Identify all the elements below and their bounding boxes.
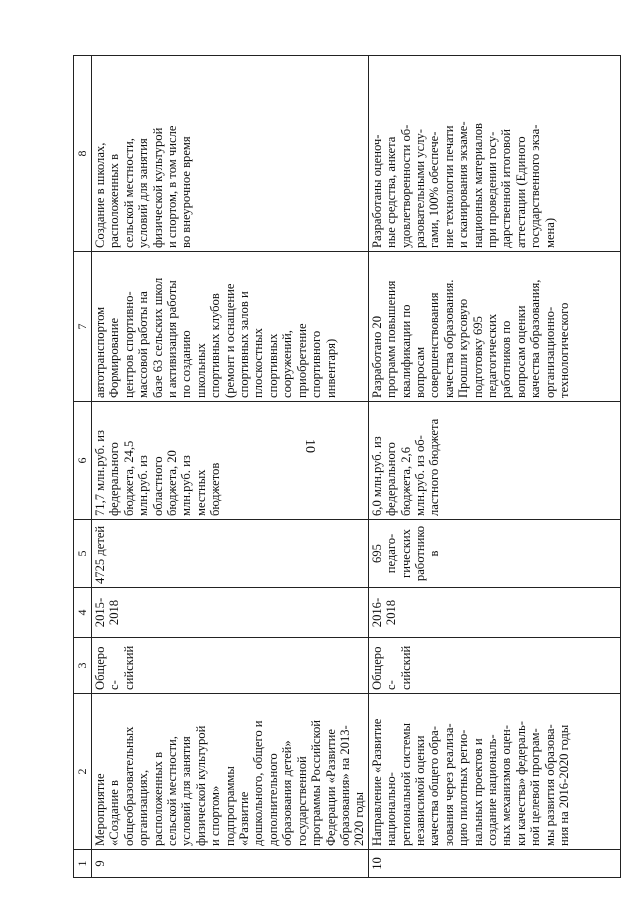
measure-results: Разработано 20 программ повышения квалификации по вопросам совершенствования качества образования. Прошли курсовую подготовку 695 педагогических работников по вопросам оценки качества образования, организационно- технологического <box>368 252 620 402</box>
measure-name: Направление «Развитие национально- региональной системы независимой оценки качества общего обра- зования через реализа- цию пилотных регио- нальных проектов и создание националь- ных механизмов оцен- ки качества» федераль- ной целевой програм- мы развития образова- ния на 2016-2020 годы <box>368 694 620 850</box>
table-row <box>368 56 620 878</box>
header-col-5: 5 <box>74 520 92 588</box>
measure-years: 2015- 2018 <box>92 588 369 638</box>
row-number: 10 <box>368 850 620 878</box>
measure-effects: Разработаны оценоч- ные средства, анкета удовлетворенности об- разовательными услу- гами, 100% обеспече- ние технологии печати и сканирования экзаме- национных материалов при проведении госу- дарственной итоговой аттестации (Единого государственного экза- мена) <box>368 56 620 252</box>
rotated-table-container <box>73 56 613 878</box>
measure-participants: 4725 детей <box>92 520 369 588</box>
header-row <box>74 56 92 878</box>
page-number: 10 <box>302 439 317 453</box>
header-col-3: 3 <box>74 638 92 694</box>
measure-level: Общерос- сийский <box>368 638 620 694</box>
header-col-7: 7 <box>74 252 92 402</box>
measure-level: Общерос- сийский <box>92 638 369 694</box>
programs-table <box>73 55 621 878</box>
header-col-8: 8 <box>74 56 92 252</box>
table-row <box>92 56 369 878</box>
measure-results: автотранспортом Формирование центров спортивно- массовой работы на базе 63 сельских школ и активизация работы по созданию школьных спортивных клубов (ремонт и оснащение спортивных залов и плоскостных спортивных сооружений, приобретение спортивного инвентаря) <box>92 252 369 402</box>
header-col-4: 4 <box>74 588 92 638</box>
header-col-2: 2 <box>74 694 92 850</box>
measure-participants: 695 педаго- гических работников <box>368 520 620 588</box>
measure-name: Мероприятие «Создание в общеобразовательных организациях, расположенных в сельской местности, условий для занятия физической культурой и спортом» подпрограммы «Развитие дошкольного, общего и дополнительного образования детей» государственной программы Российской Федерации «Развитие образования» на 2013- 2020 годы <box>92 694 369 850</box>
measure-effects: Создание в школах, расположенных в сельской местности, условий для занятия физической культурой и спортом, в том числе во внеурочное время <box>92 56 369 252</box>
measure-funding: 6,0 млн.руб. из федерального бюджета, 2,6 млн.руб. из об- ластного бюджета <box>368 402 620 520</box>
measure-funding: 71,7 млн.руб. из федерального бюджета, 24,5 млн.руб. из областного бюджета, 20 млн.руб. из местных бюджетов <box>92 402 369 520</box>
row-number: 9 <box>92 850 369 878</box>
measure-years: 2016- 2018 <box>368 588 620 638</box>
header-col-6: 6 <box>74 402 92 520</box>
header-col-1: 1 <box>74 850 92 878</box>
